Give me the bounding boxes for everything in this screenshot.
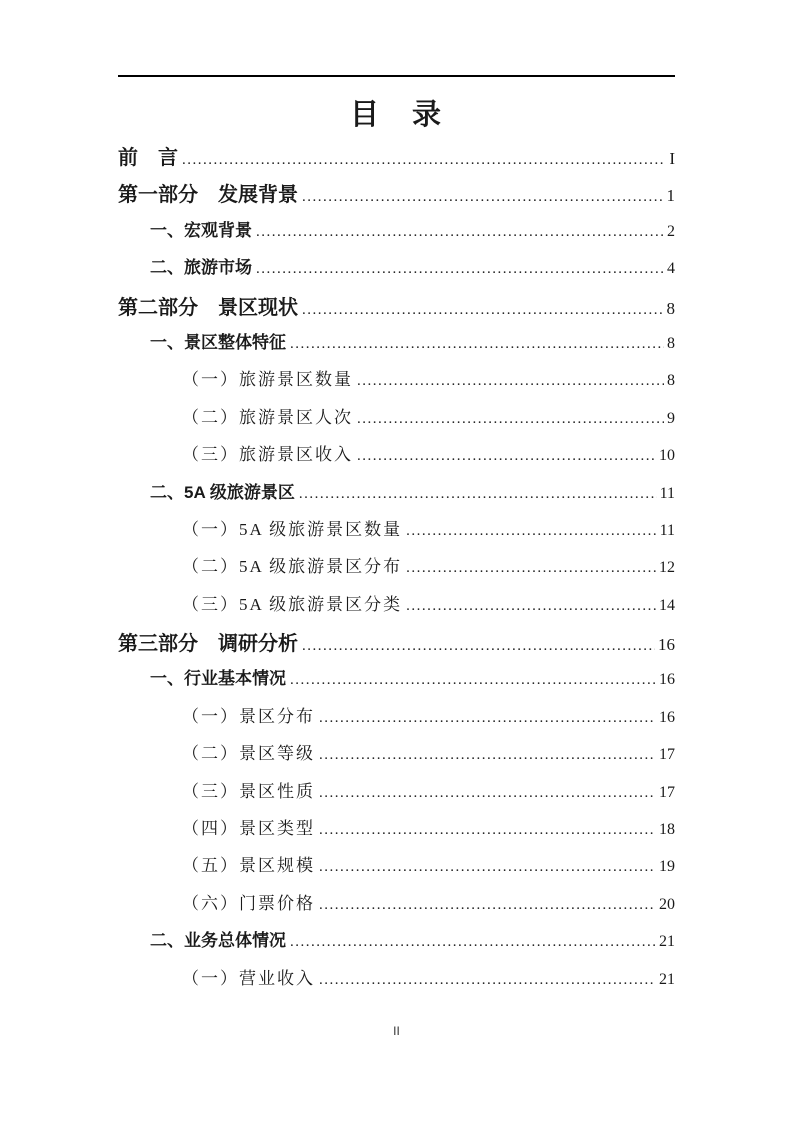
toc-entry-page: 19 <box>659 858 675 876</box>
dot-leader <box>357 411 664 428</box>
toc-entry-label: 一、景区整体特征 <box>150 332 286 352</box>
toc-row <box>118 440 675 477</box>
toc-entry-page: 8 <box>666 298 675 318</box>
dot-leader <box>319 859 656 876</box>
dot-leader <box>290 336 664 353</box>
dot-leader <box>319 747 656 764</box>
page-title: 目 录 <box>349 99 443 131</box>
toc-row <box>118 178 675 215</box>
dot-leader <box>290 672 656 689</box>
toc-list <box>118 141 675 1001</box>
toc-entry-label: 二、业务总体情况 <box>150 931 286 951</box>
toc-entry-label: （一）旅游景区数量 <box>182 370 353 390</box>
dot-leader <box>182 152 666 169</box>
toc-entry-page: 11 <box>659 484 675 502</box>
dot-leader <box>406 598 656 615</box>
footer-page-number: II <box>393 1024 400 1038</box>
toc-entry-page: 21 <box>659 970 675 988</box>
toc-row <box>118 814 675 851</box>
toc-row <box>118 365 675 402</box>
toc-row <box>118 964 675 1001</box>
toc-row <box>118 702 675 739</box>
toc-row <box>118 777 675 814</box>
dot-leader <box>290 934 656 951</box>
dot-leader <box>256 261 664 278</box>
toc-row <box>118 926 675 963</box>
toc-entry-page: I <box>669 149 675 168</box>
toc-entry-page: 17 <box>659 746 675 764</box>
toc-entry-page: 4 <box>667 260 675 278</box>
dot-leader <box>299 486 657 503</box>
header-rule <box>118 75 675 77</box>
toc-entry-label: 前 言 <box>118 147 178 169</box>
toc-row <box>118 664 675 701</box>
toc-row <box>118 328 675 365</box>
toc-entry-page: 14 <box>659 596 675 614</box>
toc-entry-label: 第一部分 发展背景 <box>118 184 298 207</box>
toc-row <box>118 627 675 664</box>
toc-row <box>118 141 675 178</box>
toc-entry-label: （一）5A 级旅游景区数量 <box>182 519 403 539</box>
dot-leader <box>357 448 656 465</box>
dot-leader <box>319 710 656 727</box>
toc-entry-label: （一）营业收入 <box>182 968 315 988</box>
dot-leader <box>256 224 664 241</box>
dot-leader <box>302 638 655 655</box>
toc-row <box>118 253 675 290</box>
dot-leader <box>319 972 656 989</box>
toc-row <box>118 739 675 776</box>
dot-leader <box>406 560 656 577</box>
toc-entry-label: （一）景区分布 <box>182 706 315 726</box>
toc-entry-label: 第三部分 调研分析 <box>118 633 298 656</box>
toc-entry-label: （三）5A 级旅游景区分类 <box>182 594 403 614</box>
toc-entry-label: 二、旅游市场 <box>150 258 252 278</box>
toc-entry-label: 第二部分 景区现状 <box>118 296 298 319</box>
dot-leader <box>319 785 656 802</box>
toc-entry-page: 16 <box>658 635 675 655</box>
dot-leader <box>302 302 664 319</box>
toc-row <box>118 851 675 888</box>
toc-entry-page: 18 <box>659 821 675 839</box>
toc-entry-page: 8 <box>667 334 675 352</box>
toc-entry-label: （二）旅游景区人次 <box>182 407 353 427</box>
toc-entry-label: 一、行业基本情况 <box>150 669 286 689</box>
toc-row <box>118 889 675 926</box>
toc-row <box>118 552 675 589</box>
dot-leader <box>302 189 664 206</box>
dot-leader <box>319 822 656 839</box>
toc-entry-label: （三）景区性质 <box>182 781 315 801</box>
toc-entry-label: （二）5A 级旅游景区分布 <box>182 557 403 577</box>
toc-row <box>118 403 675 440</box>
dot-leader <box>406 523 657 540</box>
dot-leader <box>357 373 664 390</box>
toc-entry-page: 2 <box>667 222 675 240</box>
toc-entry-page: 9 <box>667 409 675 427</box>
toc-entry-label: （二）景区等级 <box>182 744 315 764</box>
toc-entry-label: 二、5A 级旅游景区 <box>150 482 295 502</box>
toc-entry-page: 21 <box>659 933 675 951</box>
dot-leader <box>319 897 656 914</box>
toc-entry-label: （四）景区类型 <box>182 819 315 839</box>
toc-entry-page: 16 <box>659 708 675 726</box>
toc-row <box>118 291 675 328</box>
toc-entry-label: 一、宏观背景 <box>150 220 252 240</box>
toc-entry-page: 11 <box>659 521 675 539</box>
toc-row <box>118 590 675 627</box>
toc-entry-label: （六）门票价格 <box>182 893 315 913</box>
toc-row <box>118 515 675 552</box>
toc-entry-page: 20 <box>659 895 675 913</box>
toc-entry-page: 12 <box>659 559 675 577</box>
toc-entry-label: （三）旅游景区收入 <box>182 445 353 465</box>
toc-entry-page: 10 <box>659 447 675 465</box>
toc-row <box>118 216 675 253</box>
toc-entry-page: 8 <box>667 372 675 390</box>
toc-entry-page: 1 <box>666 186 675 206</box>
toc-entry-label: （五）景区规模 <box>182 856 315 876</box>
toc-entry-page: 16 <box>659 671 675 689</box>
toc-row <box>118 478 675 515</box>
toc-entry-page: 17 <box>659 783 675 801</box>
